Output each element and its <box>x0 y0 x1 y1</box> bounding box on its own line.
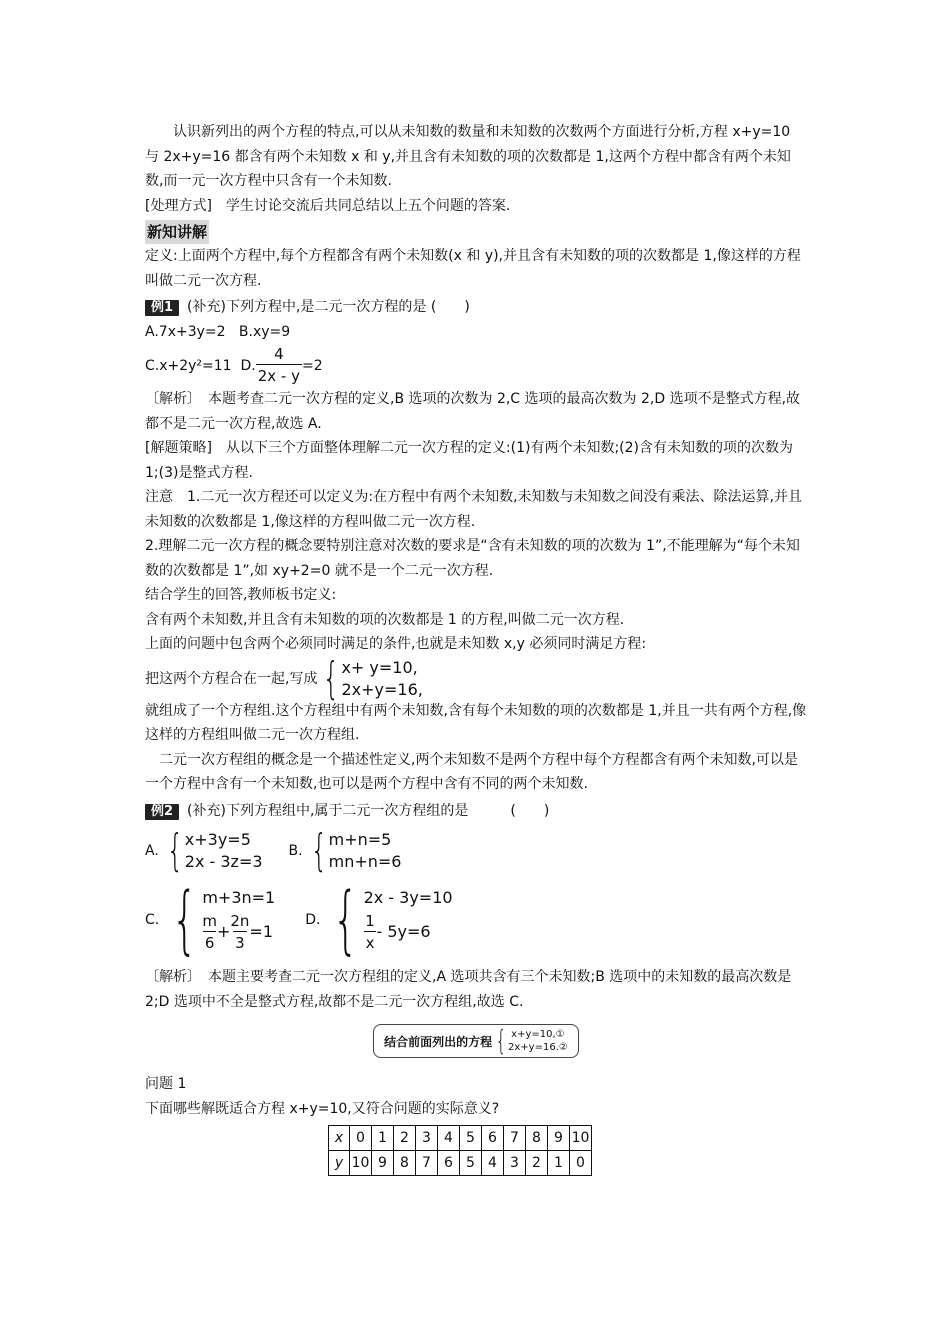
example2-badge: 例2 <box>145 804 179 820</box>
ex2-option-d <box>305 877 453 963</box>
table-row <box>329 1126 592 1151</box>
example2-options-ab <box>145 825 807 876</box>
ex2-d-eq1: 2x - 3y=10 <box>363 887 453 907</box>
ex2-option-a <box>145 825 263 876</box>
handling-method: [处理方式] 学生讨论交流后共同总结以上五个问题的答案. <box>145 197 511 214</box>
plus-sign: + <box>216 922 231 941</box>
combine-paragraph <box>145 652 807 704</box>
table-cell: x <box>329 1126 350 1151</box>
ex2-c-eq1: m+3n=1 <box>202 887 276 907</box>
example2-question <box>145 799 807 824</box>
table-cell: 9 <box>372 1151 394 1176</box>
system-description: 二元一次方程组的概念是一个描述性定义,两个未知数不是两个方程中每个方程都含有两个未知数,可以是一个方程中含有一个未知数,也可以是两个方程中含有不同的两个未知数. <box>145 751 798 792</box>
table-cell: 3 <box>416 1126 438 1151</box>
ex2-c-eq2 <box>202 911 275 954</box>
caption-text: 结合前面列出的方程 <box>384 1034 493 1049</box>
note-2: 2.理解二元一次方程的概念要特别注意对次数的要求是“含有未知数的项的次数为 1”,不能理解为“每个未知数的次数都是 1”,如 xy+2=0 就不是一个二元一次方程. <box>145 538 800 579</box>
example1-options-ab <box>145 320 807 345</box>
left-brace-icon: { <box>310 825 328 876</box>
rhs: =1 <box>249 922 274 941</box>
caption-eq2: 2x+y=16.② <box>508 1042 568 1053</box>
table-cell: 6 <box>482 1126 504 1151</box>
frac-num: 1 <box>365 911 375 930</box>
left-brace-icon: { <box>166 825 184 876</box>
board-definition: 含有两个未知数,并且含有未知数的项的次数都是 1 的方程,叫做二元一次方程. <box>145 611 625 628</box>
table-cell: 4 <box>482 1151 504 1176</box>
ex2-b-eq2: mn+n=6 <box>328 852 402 871</box>
table-cell: 5 <box>460 1126 482 1151</box>
ex2-a-eq1: x+3y=5 <box>184 830 251 849</box>
ex2-option-d-label: D. <box>305 912 321 928</box>
combine-post: 就组成了一个方程组.这个方程组中有两个未知数,含有每个未知数的项的次数都是 1,并且一共有两个方程,像这样的方程组叫做二元一次方程组. <box>145 702 807 743</box>
left-brace-icon: { <box>323 652 340 704</box>
caption-box <box>145 1024 807 1058</box>
table-cell: 3 <box>504 1151 526 1176</box>
example1-analysis: 〔解析〕 本题考查二元一次方程的定义,B 选项的次数为 2,C 选项的最高次数为 2,D 选项不是整式方程,故都不是二元一次方程,故选 A. <box>145 391 801 432</box>
table-cell: 8 <box>526 1126 548 1151</box>
frac-num: m <box>202 911 217 930</box>
board-intro: 结合学生的回答,教师板书定义: <box>145 587 337 603</box>
frac-num: 2n <box>230 911 250 930</box>
combine-pre: 把这两个方程合在一起,写成 <box>145 670 318 687</box>
example2-question-text: (补充)下列方程组中,属于二元一次方程组的是 ( ) <box>187 802 550 819</box>
table-row <box>329 1151 592 1176</box>
solution-table <box>328 1125 592 1176</box>
table-cell: 1 <box>372 1126 394 1151</box>
problem-title: 问题 1 <box>145 1076 187 1092</box>
option-a: A.7x+3y=2 <box>145 323 226 340</box>
left-brace-icon: { <box>333 877 359 963</box>
ex2-d-eq2 <box>364 911 453 954</box>
table-cell: 7 <box>504 1126 526 1151</box>
table-cell: 4 <box>438 1126 460 1151</box>
fraction-numerator: 4 <box>274 345 284 363</box>
example1-options-cd <box>145 344 807 387</box>
frac-den: 6 <box>203 931 217 954</box>
section-heading: 新知讲解 <box>145 220 209 244</box>
ex2-a-eq2: 2x - 3z=3 <box>184 852 263 871</box>
ex2-option-c <box>145 877 276 963</box>
option-d-rhs: =2 <box>301 357 323 374</box>
ex2-option-b-label: B. <box>288 843 303 859</box>
left-brace-icon: { <box>171 877 198 963</box>
note-1: 注意 1.二元一次方程还可以定义为:在方程中有两个未知数,未知数与未知数之间没有乘法、除法运算,并且未知数的次数都是 1,像这样的方程叫做二元一次方程. <box>145 489 802 530</box>
option-d-fraction <box>256 344 302 387</box>
table-cell: 9 <box>548 1126 570 1151</box>
table-cell: 8 <box>394 1151 416 1176</box>
table-cell: 10 <box>570 1126 592 1151</box>
example1-question <box>145 295 807 320</box>
combine-system <box>317 652 423 704</box>
ex2-option-c-label: C. <box>145 912 160 928</box>
frac-den: 3 <box>233 931 247 954</box>
condition-text: 上面的问题中包含两个必须同时满足的条件,也就是未知数 x,y 必须同时满足方程: <box>145 636 647 652</box>
system-eq-2: 2x+y=16, <box>341 679 423 699</box>
table-cell: 2 <box>394 1126 416 1151</box>
table-cell: 0 <box>350 1126 372 1151</box>
table-cell: 2 <box>526 1151 548 1176</box>
ex2-b-eq1: m+n=5 <box>328 830 392 849</box>
caption-label <box>373 1024 579 1058</box>
frac-den: x <box>364 931 377 954</box>
system-eq-1: x+ y=10, <box>341 657 418 677</box>
table-cell: 0 <box>570 1151 592 1176</box>
caption-eq1: x+y=10,① <box>511 1029 565 1040</box>
left-brace-icon: { <box>495 1024 507 1057</box>
example2-analysis: 〔解析〕 本题主要考查二元一次方程组的定义,A 选项共含有三个未知数;B 选项中的未知数的最高次数是 2;D 选项中不全是整式方程,故都不是二元一次方程组,故选 C. <box>145 969 792 1010</box>
table-cell: 10 <box>350 1151 372 1176</box>
table-cell: 5 <box>460 1151 482 1176</box>
option-d-label: D. <box>240 357 256 374</box>
table-cell: 1 <box>548 1151 570 1176</box>
ex2-option-b <box>288 825 402 876</box>
problem-text: 下面哪些解既适合方程 x+y=10,又符合问题的实际意义? <box>145 1100 500 1117</box>
example2-options-cd <box>145 877 807 963</box>
example1-strategy: [解题策略] 从以下三个方面整体理解二元一次方程的定义:(1)有两个未知数;(2)含有未知数的项的次数为 1;(3)是整式方程. <box>145 440 794 481</box>
example1-badge: 例1 <box>145 300 179 316</box>
rest: - 5y=6 <box>376 922 431 941</box>
option-c: C.x+2y²=11 <box>145 357 232 374</box>
table-cell: 7 <box>416 1151 438 1176</box>
option-b: B.xy=9 <box>238 323 291 340</box>
example1-question-text: (补充)下列方程中,是二元一次方程的是 ( ) <box>187 299 470 315</box>
document-page <box>145 120 807 1176</box>
table-cell: y <box>329 1151 350 1176</box>
fraction-denominator: 2x - y <box>256 364 302 387</box>
ex2-option-a-label: A. <box>145 843 159 859</box>
definition-text: 定义:上面两个方程中,每个方程都含有两个未知数(x 和 y),并且含有未知数的项的次数都是 1,像这样的方程叫做二元一次方程. <box>145 248 801 289</box>
intro-paragraph: 认识新列出的两个方程的特点,可以从未知数的数量和未知数的次数两个方面进行分析,方程 x+y=10 与 2x+y=16 都含有两个未知数 x 和 y,并且含有未知数的项的次数都是 1,这两个方程中都含有两个未知数,而一元一次方程中只含有一个未知数. <box>145 124 791 189</box>
table-cell: 6 <box>438 1151 460 1176</box>
